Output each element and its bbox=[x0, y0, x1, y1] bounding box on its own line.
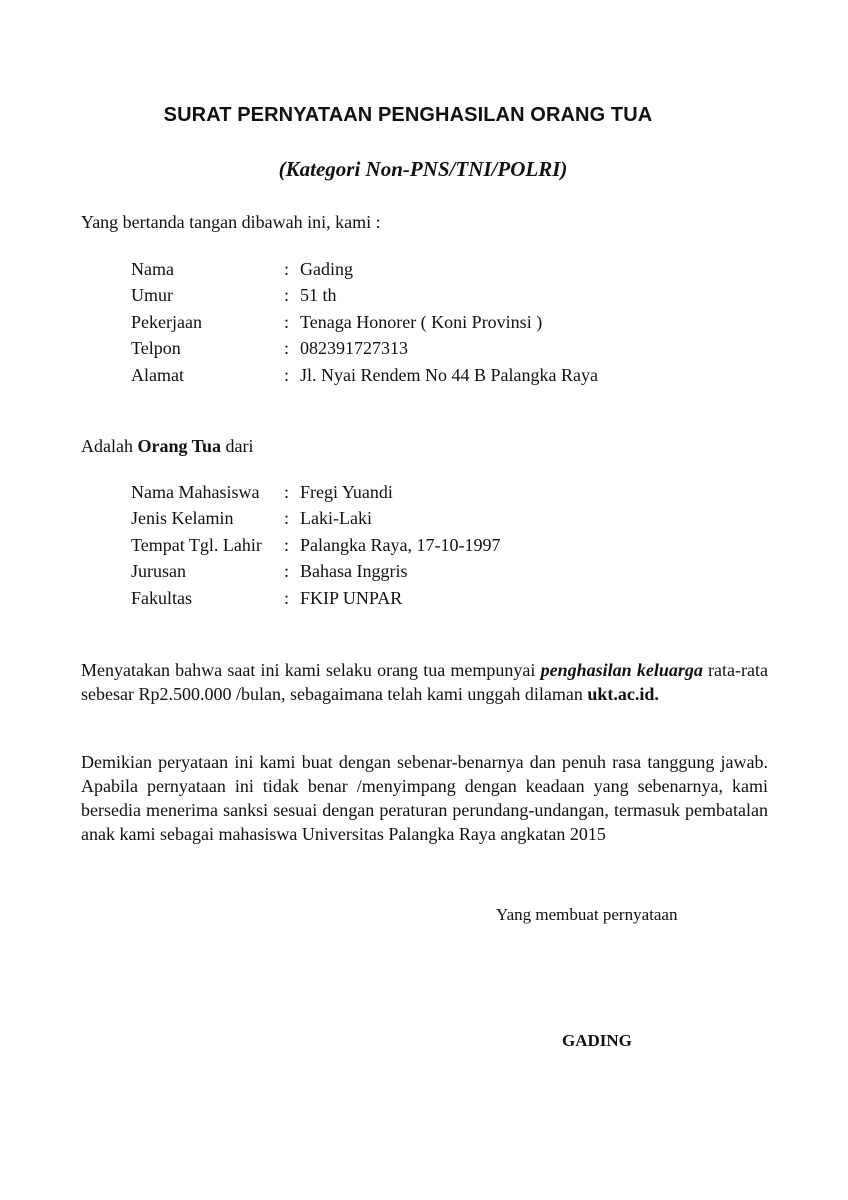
field-value: Tenaga Honorer ( Koni Provinsi ) bbox=[300, 311, 543, 332]
intro-text: Yang bertanda tangan dibawah ini, kami : bbox=[81, 212, 381, 232]
field-separator: : bbox=[284, 285, 290, 306]
field-value: Bahasa Inggris bbox=[300, 561, 408, 582]
field-label: Nama Mahasiswa bbox=[131, 481, 260, 502]
document-subtitle: (Kategori Non-PNS/TNI/POLRI) bbox=[278, 157, 568, 181]
field-value: Laki-Laki bbox=[300, 508, 372, 529]
field-separator: : bbox=[284, 311, 290, 332]
field-label: Tempat Tgl. Lahir bbox=[131, 534, 262, 555]
field-label: Pekerjaan bbox=[131, 311, 202, 332]
document-title: SURAT PERNYATAAN PENGHASILAN ORANG TUA bbox=[163, 104, 653, 126]
field-value: 082391727313 bbox=[300, 338, 408, 359]
student-field-row bbox=[131, 585, 500, 612]
field-value: 51 th bbox=[300, 285, 337, 306]
field-separator: : bbox=[284, 508, 290, 529]
statement-part1: Menyatakan bahwa saat ini kami selaku orang tua mempunyai bbox=[81, 660, 541, 680]
field-value: Gading bbox=[300, 258, 353, 279]
field-separator: : bbox=[284, 338, 290, 359]
field-separator: : bbox=[284, 561, 290, 582]
relation-suffix: dari bbox=[221, 436, 254, 456]
field-separator: : bbox=[284, 364, 290, 385]
field-label: Fakultas bbox=[131, 587, 192, 608]
relation-bold: Orang Tua bbox=[137, 436, 222, 456]
field-value: Jl. Nyai Rendem No 44 B Palangka Raya bbox=[300, 364, 598, 385]
income-statement bbox=[81, 658, 768, 706]
student-info-table bbox=[131, 479, 500, 612]
field-separator: : bbox=[284, 481, 290, 502]
parent-field-row bbox=[131, 362, 598, 389]
statement-site: ukt.ac.id. bbox=[587, 684, 659, 704]
student-field-row bbox=[131, 559, 500, 586]
field-label: Nama bbox=[131, 258, 174, 279]
field-label: Jurusan bbox=[131, 561, 186, 582]
field-value: Fregi Yuandi bbox=[300, 481, 393, 502]
field-separator: : bbox=[284, 258, 290, 279]
statement-emphasis: penghasilan keluarga bbox=[540, 660, 703, 680]
parent-field-row bbox=[131, 256, 598, 283]
student-field-row bbox=[131, 506, 500, 533]
student-field-row bbox=[131, 532, 500, 559]
parent-info-table bbox=[131, 256, 598, 389]
parent-field-row bbox=[131, 283, 598, 310]
relation-line bbox=[81, 435, 254, 457]
field-label: Jenis Kelamin bbox=[131, 508, 234, 529]
closing-paragraph: Demikian peryataan ini kami buat dengan sebenar-benarnya dan penuh rasa tanggung jawab. Apabila pernyataan ini tidak benar /menyimpang dengan keadaan yang sebenarnya, kami bersedia menerima sanksi sesuai dengan peraturan perundang-undangan, termasuk pembatalan anak kami sebagai mahasiswa Universitas Palangka Raya angkatan 2015 bbox=[81, 752, 768, 844]
signature-label: Yang membuat pernyataan bbox=[496, 905, 678, 924]
field-label: Umur bbox=[131, 285, 173, 306]
field-separator: : bbox=[284, 587, 290, 608]
parent-field-row bbox=[131, 309, 598, 336]
signature-name: GADING bbox=[562, 1031, 632, 1050]
parent-field-row bbox=[131, 336, 598, 363]
relation-prefix: Adalah bbox=[81, 436, 138, 456]
statement-part2: rata-rata sebesar Rp2.500.000 /bulan, sebagaimana telah kami unggah dilaman bbox=[81, 660, 768, 704]
field-separator: : bbox=[284, 534, 290, 555]
field-value: Palangka Raya, 17-10-1997 bbox=[300, 534, 501, 555]
field-label: Alamat bbox=[131, 364, 184, 385]
student-field-row bbox=[131, 479, 500, 506]
field-label: Telpon bbox=[131, 338, 181, 359]
field-value: FKIP UNPAR bbox=[300, 587, 403, 608]
